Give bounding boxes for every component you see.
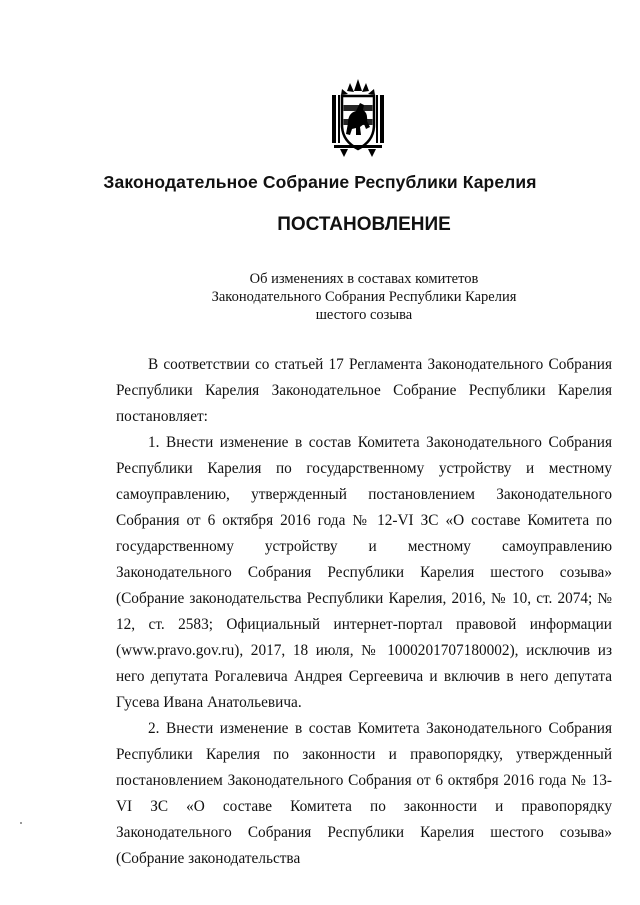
subject-line: Законодательного Собрания Республики Карелия (211, 289, 517, 305)
subject-line: шестого созыва (315, 307, 413, 323)
organization-name: Законодательное Собрание Республики Карелия (103, 172, 537, 192)
coat-of-arms-icon (330, 77, 386, 159)
body-paragraph-item-1: 1. Внести изменение в состав Комитета Законодательного Собрания Республики Карелия по государственному устройству и местному самоуправлению, утвержденный постановлением Законодательного Собрания от 6 октября 2016 года № 12-VI ЗС «О составе Комитета по государственному устройству и местному самоуправлению Законодательного Собрания Республики Карелия шестого созыва» (Собрание законодательства Республики Карелия, 2016, № 10, ст. 2074; № 12, ст. 2583; Официальный интернет-портал правовой информации (www.pravo.gov.ru), 2017, 18 июля, № 1000201707180002), исключив из него депутата Рогалевича Андрея Сергеевича и включив в него депутата Гусева Ивана Анатольевича. (116, 434, 612, 711)
body-paragraph-preamble: В соответствии со статьей 17 Регламента Законодательного Собрания Республики Карелия Законодательное Собрание Республики Карелия постановляет: (116, 356, 612, 425)
subject-line: Об изменениях в составах комитетов (249, 271, 479, 287)
scan-mark (20, 822, 22, 824)
document-body (116, 352, 612, 872)
document-type-title: ПОСТАНОВЛЕНИЕ (277, 214, 451, 235)
document-subject (0, 270, 640, 324)
body-paragraph-item-2: 2. Внести изменение в состав Комитета Законодательного Собрания Республики Карелия по законности и правопорядку, утвержденный постановлением Законодательного Собрания от 6 октября 2016 года № 13-VI ЗС «О составе Комитета по законности и правопорядку Законодательного Собрания Республики Карелия шестого созыва» (Собрание законодательства (116, 720, 612, 867)
